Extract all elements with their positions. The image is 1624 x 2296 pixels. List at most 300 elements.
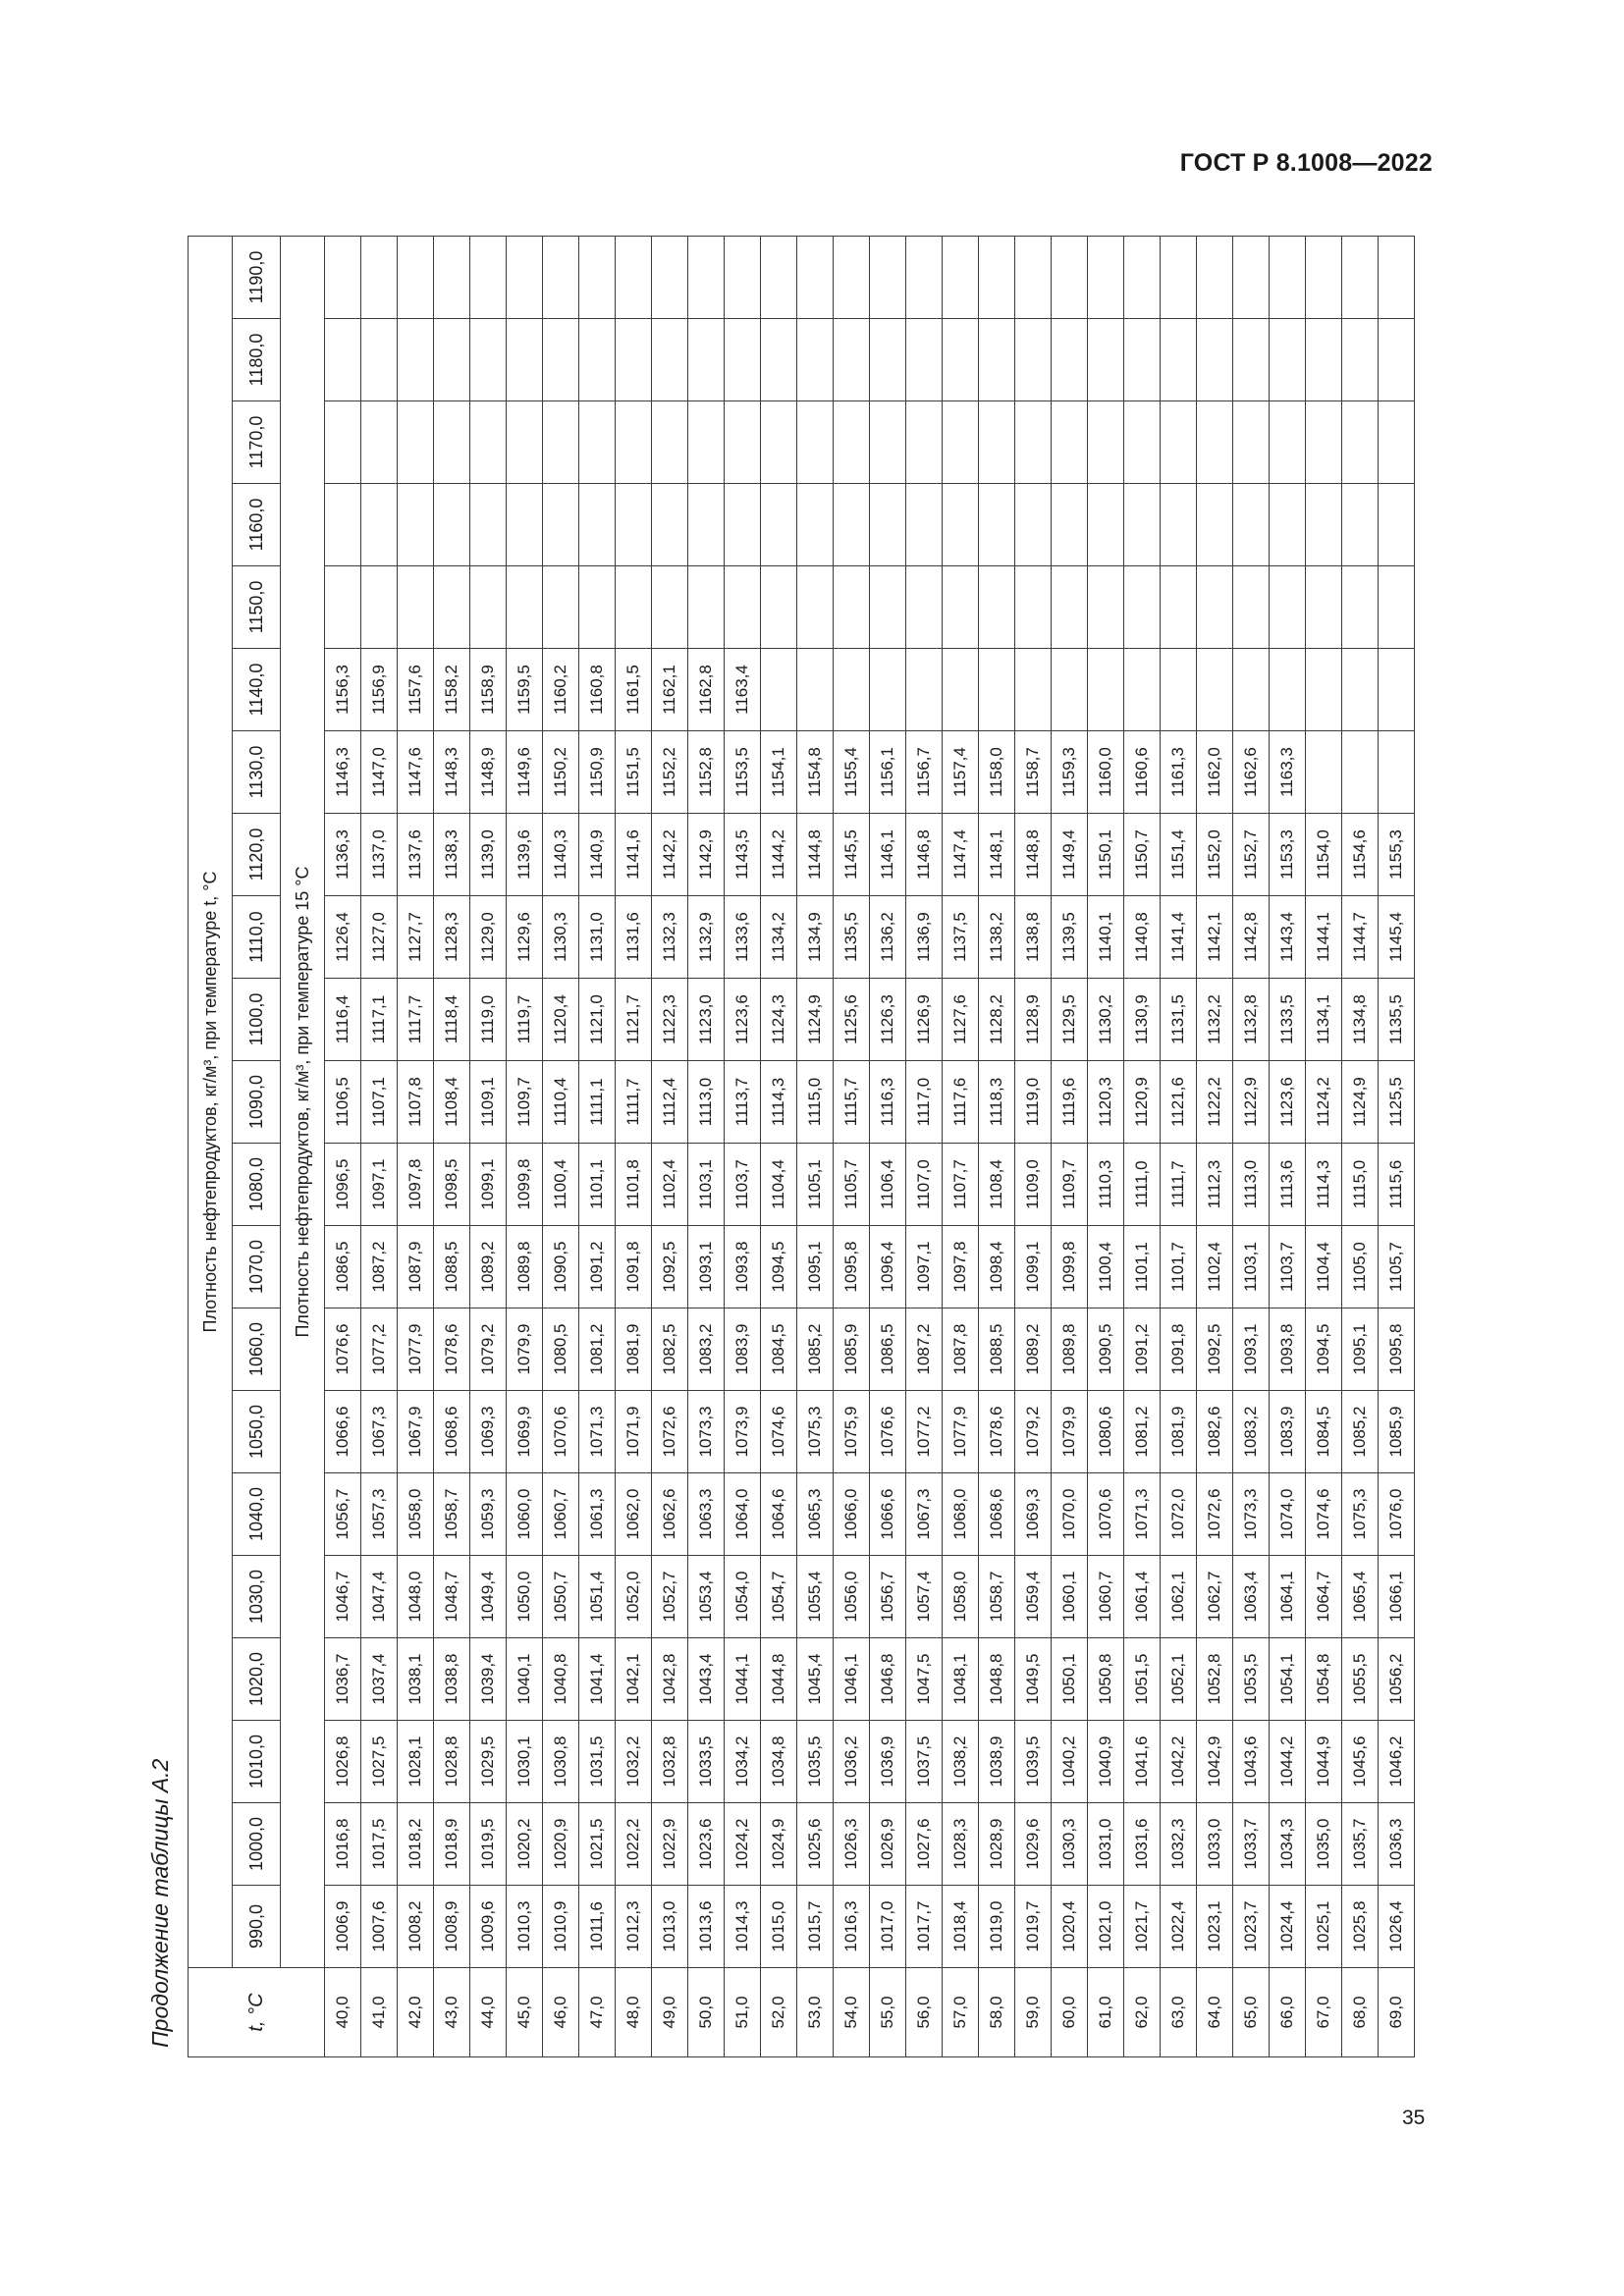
density-cell: 1151,4 bbox=[1161, 814, 1197, 896]
density-cell bbox=[1161, 649, 1197, 731]
density-cell: 1110,4 bbox=[543, 1061, 579, 1144]
density-cell: 1087,2 bbox=[906, 1308, 943, 1391]
density-cell bbox=[507, 401, 543, 484]
density-cell bbox=[543, 484, 579, 566]
density-cell: 1137,5 bbox=[943, 896, 979, 979]
density-cell: 1138,3 bbox=[434, 814, 470, 896]
density-cell bbox=[616, 566, 652, 649]
density-cell: 1076,6 bbox=[870, 1391, 906, 1473]
density-column-header: 1050,0 bbox=[233, 1391, 281, 1473]
temperature-cell: 42,0 bbox=[398, 1968, 434, 2057]
density-cell bbox=[1342, 401, 1379, 484]
density-cell: 1157,4 bbox=[943, 731, 979, 814]
table-row bbox=[1379, 237, 1415, 2057]
density-column-header: 1180,0 bbox=[233, 319, 281, 401]
density-cell bbox=[616, 401, 652, 484]
density-cell: 1068,6 bbox=[979, 1473, 1015, 1556]
density-cell: 1142,2 bbox=[652, 814, 688, 896]
density-cell bbox=[688, 484, 725, 566]
density-cell: 1081,9 bbox=[616, 1308, 652, 1391]
density-cell bbox=[1161, 237, 1197, 319]
density-cell: 1052,8 bbox=[1197, 1638, 1233, 1721]
density-cell bbox=[761, 401, 797, 484]
density-cell bbox=[761, 566, 797, 649]
temperature-cell: 69,0 bbox=[1379, 1968, 1415, 2057]
table-row bbox=[325, 237, 361, 2057]
density-cell: 1141,6 bbox=[616, 814, 652, 896]
density-cell: 1099,8 bbox=[507, 1144, 543, 1226]
density-cell: 1137,6 bbox=[398, 814, 434, 896]
density-cell: 1028,3 bbox=[943, 1803, 979, 1886]
density-cell: 1030,8 bbox=[543, 1721, 579, 1803]
density-cell: 1046,8 bbox=[870, 1638, 906, 1721]
density-cell: 1074,0 bbox=[1270, 1473, 1306, 1556]
density-column-header: 1090,0 bbox=[233, 1061, 281, 1144]
density-cell bbox=[1052, 401, 1088, 484]
density-cell: 1067,3 bbox=[906, 1473, 943, 1556]
density-cell: 1021,5 bbox=[579, 1803, 616, 1886]
table-row bbox=[834, 237, 870, 2057]
table-row bbox=[725, 237, 761, 2057]
density-cell bbox=[1197, 401, 1233, 484]
density-cell: 1038,8 bbox=[434, 1638, 470, 1721]
density-cell: 1148,8 bbox=[1015, 814, 1052, 896]
density-cell: 1020,4 bbox=[1052, 1886, 1088, 1968]
temperature-cell: 52,0 bbox=[761, 1968, 797, 2057]
density-cell: 1081,9 bbox=[1161, 1391, 1197, 1473]
density-cell: 1160,2 bbox=[543, 649, 579, 731]
temperature-cell: 47,0 bbox=[579, 1968, 616, 2057]
density-cell: 1023,6 bbox=[688, 1803, 725, 1886]
temperature-cell: 46,0 bbox=[543, 1968, 579, 2057]
density-cell: 1024,9 bbox=[761, 1803, 797, 1886]
density-cell bbox=[434, 319, 470, 401]
density-cell: 1050,7 bbox=[543, 1556, 579, 1638]
density-cell bbox=[507, 237, 543, 319]
density-cell: 1124,9 bbox=[1342, 1061, 1379, 1144]
density-cell: 1038,1 bbox=[398, 1638, 434, 1721]
density-cell: 1158,0 bbox=[979, 731, 1015, 814]
density-cell: 1104,4 bbox=[1306, 1226, 1342, 1308]
density-cell: 1153,5 bbox=[725, 731, 761, 814]
density-cell bbox=[398, 401, 434, 484]
density-cell: 1054,0 bbox=[725, 1556, 761, 1638]
density-cell: 1094,5 bbox=[761, 1226, 797, 1308]
density-cell: 1109,7 bbox=[507, 1061, 543, 1144]
density-cell bbox=[325, 566, 361, 649]
density-cell: 1082,5 bbox=[652, 1308, 688, 1391]
density-cell: 1107,8 bbox=[398, 1061, 434, 1144]
density-cell: 1032,2 bbox=[616, 1721, 652, 1803]
density-cell: 1105,7 bbox=[834, 1144, 870, 1226]
density-cell bbox=[1015, 237, 1052, 319]
density-cell: 1130,2 bbox=[1088, 979, 1124, 1061]
density-cell bbox=[943, 237, 979, 319]
table-row bbox=[398, 237, 434, 2057]
density-cell: 1087,8 bbox=[943, 1308, 979, 1391]
density-cell: 1054,1 bbox=[1270, 1638, 1306, 1721]
group-header-temperature-t: Плотность нефтепродуктов, кг/м³, при температуре t, °С bbox=[189, 237, 233, 1968]
density-cell: 1051,5 bbox=[1124, 1638, 1161, 1721]
density-cell: 1111,0 bbox=[1124, 1144, 1161, 1226]
temperature-cell: 55,0 bbox=[870, 1968, 906, 2057]
density-cell: 1045,4 bbox=[797, 1638, 834, 1721]
density-cell bbox=[325, 401, 361, 484]
density-cell: 1105,0 bbox=[1342, 1226, 1379, 1308]
density-cell: 1087,9 bbox=[398, 1226, 434, 1308]
density-cell: 1101,7 bbox=[1161, 1226, 1197, 1308]
density-cell: 1105,7 bbox=[1379, 1226, 1415, 1308]
density-cell: 1079,9 bbox=[507, 1308, 543, 1391]
density-cell: 1114,3 bbox=[1306, 1144, 1342, 1226]
density-cell: 1121,0 bbox=[579, 979, 616, 1061]
density-cell: 1042,8 bbox=[652, 1638, 688, 1721]
density-cell: 1022,4 bbox=[1161, 1886, 1197, 1968]
density-cell: 1060,7 bbox=[1088, 1556, 1124, 1638]
density-cell: 1124,3 bbox=[761, 979, 797, 1061]
density-cell: 1136,9 bbox=[906, 896, 943, 979]
density-cell: 1044,2 bbox=[1270, 1721, 1306, 1803]
table-row bbox=[507, 237, 543, 2057]
density-cell bbox=[543, 319, 579, 401]
density-cell: 1090,5 bbox=[1088, 1308, 1124, 1391]
table-row bbox=[1342, 237, 1379, 2057]
density-cell: 1078,6 bbox=[979, 1391, 1015, 1473]
density-cell bbox=[1161, 566, 1197, 649]
density-cell: 1092,5 bbox=[652, 1226, 688, 1308]
density-cell: 1074,6 bbox=[761, 1391, 797, 1473]
density-cell: 1084,5 bbox=[1306, 1391, 1342, 1473]
density-cell: 1072,6 bbox=[652, 1391, 688, 1473]
density-cell: 1058,0 bbox=[398, 1473, 434, 1556]
density-cell: 1033,5 bbox=[688, 1721, 725, 1803]
density-cell: 1063,3 bbox=[688, 1473, 725, 1556]
density-cell: 1121,7 bbox=[616, 979, 652, 1061]
density-cell: 1030,1 bbox=[507, 1721, 543, 1803]
table-row bbox=[1233, 237, 1270, 2057]
density-cell: 1145,5 bbox=[834, 814, 870, 896]
density-cell: 1101,1 bbox=[579, 1144, 616, 1226]
density-cell bbox=[1052, 649, 1088, 731]
density-cell: 1055,5 bbox=[1342, 1638, 1379, 1721]
density-cell: 1064,1 bbox=[1270, 1556, 1306, 1638]
density-cell: 1132,2 bbox=[1197, 979, 1233, 1061]
density-cell: 1073,9 bbox=[725, 1391, 761, 1473]
density-column-header: 1130,0 bbox=[233, 731, 281, 814]
density-cell bbox=[979, 401, 1015, 484]
density-cell bbox=[979, 649, 1015, 731]
density-cell: 1095,1 bbox=[1342, 1308, 1379, 1391]
density-cell: 1025,1 bbox=[1306, 1886, 1342, 1968]
density-cell bbox=[725, 319, 761, 401]
density-cell bbox=[834, 484, 870, 566]
density-cell: 1109,1 bbox=[470, 1061, 507, 1144]
density-cell: 1071,9 bbox=[616, 1391, 652, 1473]
density-cell bbox=[1052, 566, 1088, 649]
density-cell: 1107,7 bbox=[943, 1144, 979, 1226]
density-column-header: 1010,0 bbox=[233, 1721, 281, 1803]
density-cell bbox=[870, 649, 906, 731]
density-cell: 1081,2 bbox=[1124, 1391, 1161, 1473]
density-cell bbox=[470, 484, 507, 566]
density-cell bbox=[434, 401, 470, 484]
density-cell: 1098,5 bbox=[434, 1144, 470, 1226]
density-cell: 1131,5 bbox=[1161, 979, 1197, 1061]
density-cell bbox=[579, 566, 616, 649]
density-cell: 1046,1 bbox=[834, 1638, 870, 1721]
density-cell: 1080,6 bbox=[1088, 1391, 1124, 1473]
density-cell: 1032,8 bbox=[652, 1721, 688, 1803]
density-cell: 1079,2 bbox=[470, 1308, 507, 1391]
density-cell bbox=[1379, 566, 1415, 649]
density-column-header: 1110,0 bbox=[233, 896, 281, 979]
density-cell: 1156,9 bbox=[361, 649, 398, 731]
density-cell: 1060,7 bbox=[543, 1473, 579, 1556]
density-cell bbox=[1015, 319, 1052, 401]
density-cell: 1149,6 bbox=[507, 731, 543, 814]
density-cell: 1113,0 bbox=[688, 1061, 725, 1144]
density-cell: 1088,5 bbox=[434, 1226, 470, 1308]
density-cell: 1055,4 bbox=[797, 1556, 834, 1638]
density-cell: 1106,5 bbox=[325, 1061, 361, 1144]
density-cell: 1152,0 bbox=[1197, 814, 1233, 896]
density-cell: 1013,0 bbox=[652, 1886, 688, 1968]
density-cell: 1124,2 bbox=[1306, 1061, 1342, 1144]
density-cell: 1134,2 bbox=[761, 896, 797, 979]
density-cell: 1048,0 bbox=[398, 1556, 434, 1638]
density-cell bbox=[906, 484, 943, 566]
density-cell: 1018,2 bbox=[398, 1803, 434, 1886]
temperature-cell: 43,0 bbox=[434, 1968, 470, 2057]
density-cell bbox=[1270, 237, 1306, 319]
density-cell: 1040,8 bbox=[543, 1638, 579, 1721]
density-cell bbox=[1270, 319, 1306, 401]
density-cell bbox=[1124, 319, 1161, 401]
table-row bbox=[688, 237, 725, 2057]
density-cell: 1117,7 bbox=[398, 979, 434, 1061]
density-cell: 1028,1 bbox=[398, 1721, 434, 1803]
density-cell: 1034,3 bbox=[1270, 1803, 1306, 1886]
density-column-header: 1150,0 bbox=[233, 566, 281, 649]
density-cell bbox=[1233, 649, 1270, 731]
density-cell: 1062,1 bbox=[1161, 1556, 1197, 1638]
density-cell: 1128,2 bbox=[979, 979, 1015, 1061]
density-cell bbox=[1379, 319, 1415, 401]
density-cell bbox=[834, 237, 870, 319]
t-column-header: t, °С bbox=[189, 1968, 325, 2057]
density-cell: 1056,7 bbox=[870, 1556, 906, 1638]
density-cell bbox=[434, 566, 470, 649]
density-cell: 1052,1 bbox=[1161, 1638, 1197, 1721]
density-cell bbox=[652, 566, 688, 649]
density-cell: 1095,8 bbox=[1379, 1308, 1415, 1391]
density-cell: 1134,9 bbox=[797, 896, 834, 979]
density-cell: 1024,2 bbox=[725, 1803, 761, 1886]
density-cell bbox=[1161, 319, 1197, 401]
temperature-cell: 48,0 bbox=[616, 1968, 652, 2057]
density-cell: 1065,4 bbox=[1342, 1556, 1379, 1638]
temperature-cell: 51,0 bbox=[725, 1968, 761, 2057]
density-cell: 1044,8 bbox=[761, 1638, 797, 1721]
density-cell: 1025,6 bbox=[797, 1803, 834, 1886]
temperature-cell: 68,0 bbox=[1342, 1968, 1379, 2057]
density-cell bbox=[1052, 484, 1088, 566]
table-row bbox=[579, 237, 616, 2057]
density-cell: 1031,5 bbox=[579, 1721, 616, 1803]
density-cell: 1129,5 bbox=[1052, 979, 1088, 1061]
density-cell bbox=[943, 566, 979, 649]
density-cell: 1023,7 bbox=[1233, 1886, 1270, 1968]
density-cell: 1058,0 bbox=[943, 1556, 979, 1638]
density-column-header-row bbox=[233, 237, 281, 2057]
density-cell: 1070,6 bbox=[543, 1391, 579, 1473]
table-row bbox=[1306, 237, 1342, 2057]
density-cell bbox=[616, 237, 652, 319]
density-cell: 1073,3 bbox=[1233, 1473, 1270, 1556]
density-cell: 1076,0 bbox=[1379, 1473, 1415, 1556]
density-cell: 1155,4 bbox=[834, 731, 870, 814]
table-row bbox=[1052, 237, 1088, 2057]
density-column-header: 1040,0 bbox=[233, 1473, 281, 1556]
density-cell: 1066,6 bbox=[870, 1473, 906, 1556]
temperature-cell: 60,0 bbox=[1052, 1968, 1088, 2057]
density-cell: 1115,6 bbox=[1379, 1144, 1415, 1226]
density-cell: 1091,8 bbox=[1161, 1308, 1197, 1391]
density-cell: 1160,6 bbox=[1124, 731, 1161, 814]
document-header: ГОСТ Р 8.1008—2022 bbox=[1179, 149, 1433, 177]
density-column-header: 1160,0 bbox=[233, 484, 281, 566]
density-cell: 1068,0 bbox=[943, 1473, 979, 1556]
density-column-header: 1170,0 bbox=[233, 401, 281, 484]
density-cell bbox=[1306, 237, 1342, 319]
density-cell: 1136,2 bbox=[870, 896, 906, 979]
density-cell bbox=[943, 484, 979, 566]
density-cell bbox=[1015, 649, 1052, 731]
density-cell: 1026,4 bbox=[1379, 1886, 1415, 1968]
table-row bbox=[1197, 237, 1233, 2057]
density-cell: 1056,0 bbox=[834, 1556, 870, 1638]
density-cell: 1037,4 bbox=[361, 1638, 398, 1721]
density-cell: 1039,4 bbox=[470, 1638, 507, 1721]
density-cell: 1033,7 bbox=[1233, 1803, 1270, 1886]
density-cell: 1097,1 bbox=[361, 1144, 398, 1226]
density-cell: 1161,5 bbox=[616, 649, 652, 731]
density-cell: 1051,4 bbox=[579, 1556, 616, 1638]
density-cell: 1103,1 bbox=[1233, 1226, 1270, 1308]
density-cell: 1111,7 bbox=[1161, 1144, 1197, 1226]
density-cell: 1018,9 bbox=[434, 1803, 470, 1886]
density-cell: 1047,4 bbox=[361, 1556, 398, 1638]
density-cell bbox=[797, 566, 834, 649]
density-cell: 1021,0 bbox=[1088, 1886, 1124, 1968]
density-cell bbox=[1088, 649, 1124, 731]
density-cell: 1036,3 bbox=[1379, 1803, 1415, 1886]
density-cell: 1129,0 bbox=[470, 896, 507, 979]
density-cell bbox=[361, 319, 398, 401]
temperature-cell: 66,0 bbox=[1270, 1968, 1306, 2057]
density-cell bbox=[398, 319, 434, 401]
density-cell: 1154,8 bbox=[797, 731, 834, 814]
density-cell: 1099,1 bbox=[470, 1144, 507, 1226]
density-cell: 1046,7 bbox=[325, 1556, 361, 1638]
density-cell bbox=[616, 319, 652, 401]
density-cell: 1063,4 bbox=[1233, 1556, 1270, 1638]
density-column-header: 1020,0 bbox=[233, 1638, 281, 1721]
density-cell bbox=[470, 566, 507, 649]
density-cell bbox=[470, 401, 507, 484]
density-cell bbox=[943, 319, 979, 401]
density-cell: 1160,8 bbox=[579, 649, 616, 731]
density-cell bbox=[797, 401, 834, 484]
density-cell: 1056,2 bbox=[1379, 1638, 1415, 1721]
density-cell: 1118,3 bbox=[979, 1061, 1015, 1144]
density-cell: 1037,5 bbox=[906, 1721, 943, 1803]
density-cell: 1041,4 bbox=[579, 1638, 616, 1721]
density-cell: 1029,6 bbox=[1015, 1803, 1052, 1886]
density-cell bbox=[834, 649, 870, 731]
density-cell: 1146,1 bbox=[870, 814, 906, 896]
temperature-cell: 44,0 bbox=[470, 1968, 507, 2057]
density-cell: 1130,9 bbox=[1124, 979, 1161, 1061]
density-cell: 1130,3 bbox=[543, 896, 579, 979]
temperature-cell: 40,0 bbox=[325, 1968, 361, 2057]
table-row bbox=[1124, 237, 1161, 2057]
density-cell: 1075,3 bbox=[1342, 1473, 1379, 1556]
density-cell: 1062,0 bbox=[616, 1473, 652, 1556]
density-cell bbox=[1342, 237, 1379, 319]
density-cell bbox=[398, 237, 434, 319]
density-cell: 1064,7 bbox=[1306, 1556, 1342, 1638]
density-cell bbox=[579, 484, 616, 566]
density-cell: 1152,8 bbox=[688, 731, 725, 814]
density-cell: 1083,2 bbox=[1233, 1391, 1270, 1473]
density-cell: 1057,3 bbox=[361, 1473, 398, 1556]
density-cell: 1077,2 bbox=[906, 1391, 943, 1473]
density-cell: 1134,1 bbox=[1306, 979, 1342, 1061]
density-cell: 1154,1 bbox=[761, 731, 797, 814]
density-cell: 1099,8 bbox=[1052, 1226, 1088, 1308]
density-cell bbox=[906, 237, 943, 319]
density-cell: 1097,8 bbox=[943, 1226, 979, 1308]
density-cell: 1139,6 bbox=[507, 814, 543, 896]
density-cell: 1144,8 bbox=[797, 814, 834, 896]
density-cell bbox=[1379, 649, 1415, 731]
density-cell: 1085,2 bbox=[797, 1308, 834, 1391]
table-row bbox=[1015, 237, 1052, 2057]
density-cell: 1031,0 bbox=[1088, 1803, 1124, 1886]
density-cell: 1062,6 bbox=[652, 1473, 688, 1556]
table-row bbox=[434, 237, 470, 2057]
density-cell: 1006,9 bbox=[325, 1886, 361, 1968]
density-cell: 1076,6 bbox=[325, 1308, 361, 1391]
density-cell bbox=[652, 237, 688, 319]
density-cell: 1036,7 bbox=[325, 1638, 361, 1721]
density-cell: 1152,7 bbox=[1233, 814, 1270, 896]
density-cell: 1071,3 bbox=[579, 1391, 616, 1473]
density-cell: 1056,7 bbox=[325, 1473, 361, 1556]
density-cell: 1068,6 bbox=[434, 1391, 470, 1473]
density-cell bbox=[834, 319, 870, 401]
temperature-cell: 59,0 bbox=[1015, 1968, 1052, 2057]
density-cell: 1078,6 bbox=[434, 1308, 470, 1391]
density-cell: 1140,8 bbox=[1124, 896, 1161, 979]
density-cell: 1073,3 bbox=[688, 1391, 725, 1473]
density-cell: 1156,7 bbox=[906, 731, 943, 814]
density-column-header: 1100,0 bbox=[233, 979, 281, 1061]
density-cell: 1083,9 bbox=[1270, 1391, 1306, 1473]
density-cell: 1048,8 bbox=[979, 1638, 1015, 1721]
density-cell: 1126,9 bbox=[906, 979, 943, 1061]
